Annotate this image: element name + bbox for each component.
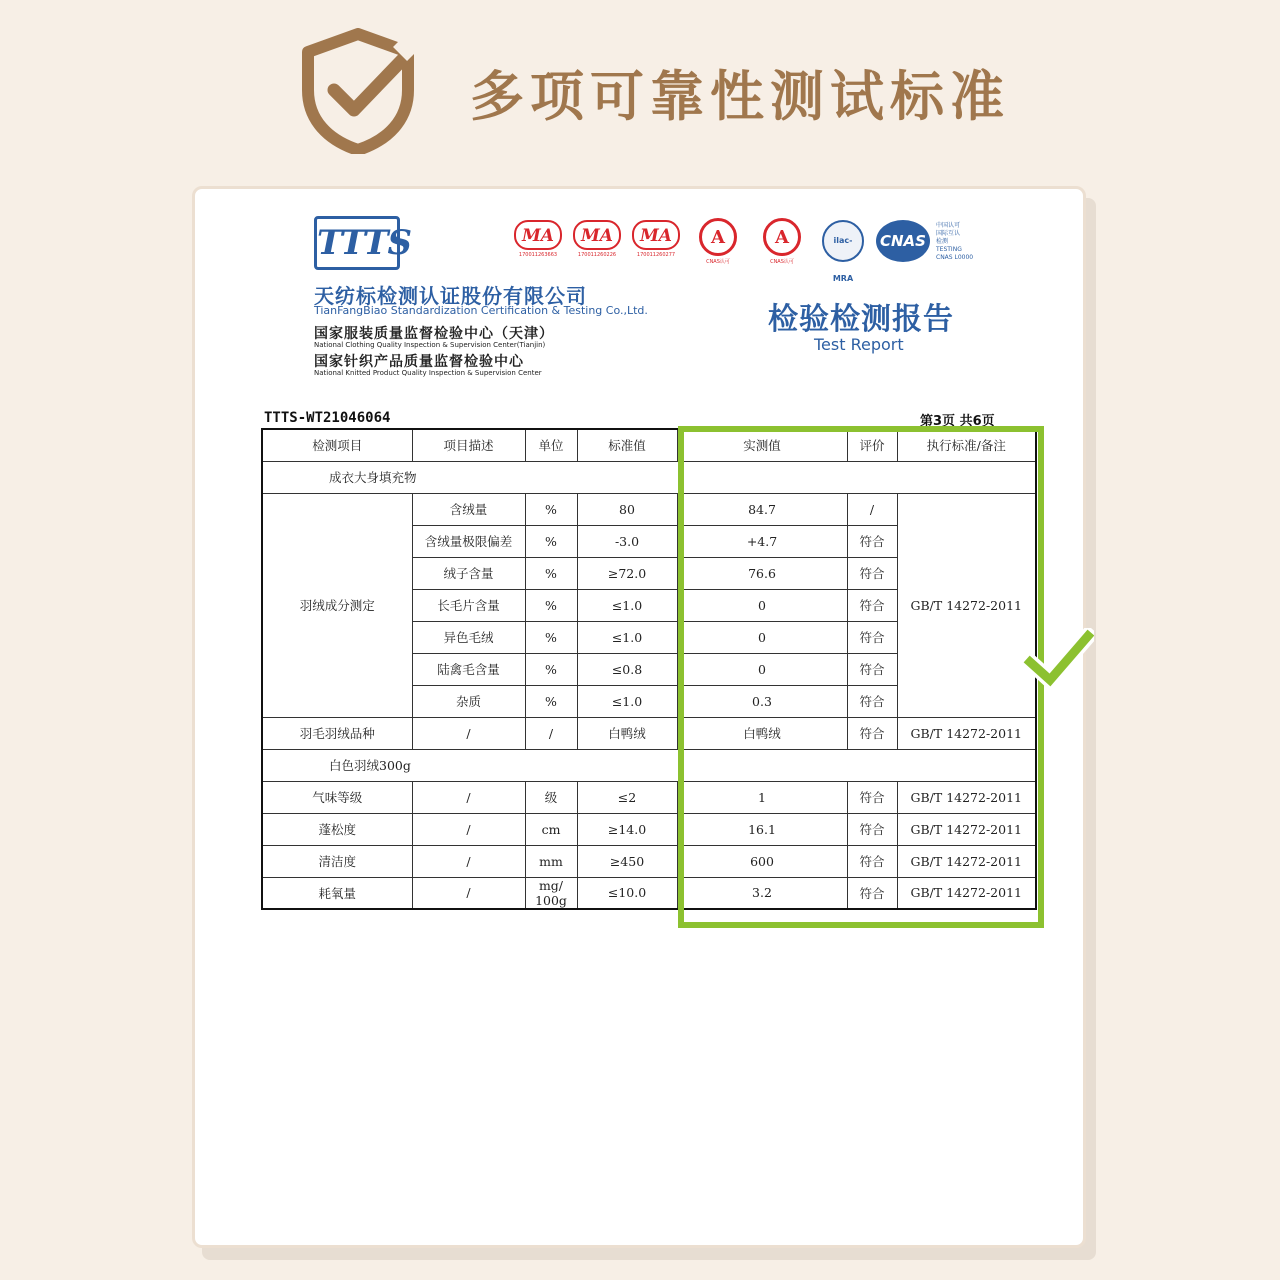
ilac-mra-logo: ilac-MRA: [822, 220, 864, 262]
page-number: 第3页 共6页: [920, 414, 995, 429]
header-cell: 检测项目: [262, 429, 412, 461]
unit-cell: %: [525, 621, 577, 653]
company-name-cn: 天纺标检测认证股份有限公司: [314, 284, 587, 308]
value-cell: 76.6: [677, 557, 847, 589]
unit-cell: %: [525, 557, 577, 589]
center-knitted-en: National Knitted Product Quality Inspection & Supervision Center: [314, 369, 542, 377]
eval-cell: 符合: [847, 525, 897, 557]
cal-mark-1: A CNAS认可: [699, 218, 737, 265]
note-cell: GB/T 14272-2011: [897, 781, 1036, 813]
eval-cell: 符合: [847, 621, 897, 653]
unit-cell: mg/ 100g: [525, 877, 577, 909]
item-cell: 清洁度: [262, 845, 412, 877]
center-knitted-cn: 国家针织产品质量监督检验中心: [314, 354, 524, 370]
banner-title: 多项可靠性测试标准: [470, 65, 1010, 128]
standard-cell: 白鸭绒: [577, 717, 677, 749]
unit-cell: %: [525, 685, 577, 717]
unit-cell: %: [525, 493, 577, 525]
standard-cell: ≤1.0: [577, 589, 677, 621]
ttts-logo: TTTS: [314, 216, 400, 270]
unit-cell: %: [525, 653, 577, 685]
standard-cell: ≤2: [577, 781, 677, 813]
desc-cell: /: [412, 877, 525, 909]
cma-mark-2: MA 170011260226: [573, 220, 621, 258]
value-cell: +4.7: [677, 525, 847, 557]
section-row: [262, 749, 1036, 781]
value-cell: 600: [677, 845, 847, 877]
standard-cell: 80: [577, 493, 677, 525]
desc-cell: 长毛片含量: [412, 589, 525, 621]
header-cell: 执行标准/备注: [897, 429, 1036, 461]
eval-cell: 符合: [847, 877, 897, 909]
table-row: [262, 877, 1036, 909]
note-cell: GB/T 14272-2011: [897, 717, 1036, 749]
eval-cell: 符合: [847, 845, 897, 877]
section-label: 成衣大身填充物: [262, 461, 1036, 493]
desc-cell: /: [412, 781, 525, 813]
eval-cell: /: [847, 493, 897, 525]
cal-mark-2: A CNAS认可: [763, 218, 801, 265]
standard-cell: ≤1.0: [577, 621, 677, 653]
value-cell: 16.1: [677, 813, 847, 845]
desc-cell: 含绒量极限偏差: [412, 525, 525, 557]
top-banner: [0, 0, 1280, 180]
desc-cell: 异色毛绒: [412, 621, 525, 653]
header-cell: 标准值: [577, 429, 677, 461]
eval-cell: 符合: [847, 557, 897, 589]
report-title-cn: 检验检测报告: [768, 302, 954, 337]
standard-cell: ≥450: [577, 845, 677, 877]
section-label: 白色羽绒300g: [262, 749, 1036, 781]
value-cell: 1: [677, 781, 847, 813]
value-cell: 白鸭绒: [677, 717, 847, 749]
group-standard: GB/T 14272-2011: [897, 493, 1036, 717]
desc-cell: 绒子含量: [412, 557, 525, 589]
unit-cell: %: [525, 589, 577, 621]
section-row: [262, 461, 1036, 493]
standard-cell: ≥72.0: [577, 557, 677, 589]
note-cell: GB/T 14272-2011: [897, 877, 1036, 909]
table-row: [262, 493, 1036, 525]
checkmark-icon: [1022, 628, 1094, 688]
unit-cell: /: [525, 717, 577, 749]
desc-cell: /: [412, 717, 525, 749]
item-cell: 羽毛羽绒品种: [262, 717, 412, 749]
group-label: 羽绒成分测定: [262, 493, 412, 717]
note-cell: GB/T 14272-2011: [897, 845, 1036, 877]
value-cell: 0: [677, 621, 847, 653]
eval-cell: 符合: [847, 781, 897, 813]
table-row: [262, 717, 1036, 749]
report-title-en: Test Report: [814, 335, 904, 354]
desc-cell: /: [412, 845, 525, 877]
center-clothing-en: National Clothing Quality Inspection & Supervision Center(Tianjin): [314, 341, 546, 349]
shield-check-icon: [300, 28, 416, 154]
eval-cell: 符合: [847, 589, 897, 621]
eval-cell: 符合: [847, 813, 897, 845]
item-cell: 耗氧量: [262, 877, 412, 909]
desc-cell: 含绒量: [412, 493, 525, 525]
desc-cell: 陆禽毛含量: [412, 653, 525, 685]
cnas-side-text: 中国认可 国际互认 检测 TESTING CNAS L0000: [936, 222, 974, 261]
cma-mark-3: MA 170011260277: [632, 220, 680, 258]
value-cell: 84.7: [677, 493, 847, 525]
unit-cell: mm: [525, 845, 577, 877]
eval-cell: 符合: [847, 685, 897, 717]
header-cell: 评价: [847, 429, 897, 461]
unit-cell: cm: [525, 813, 577, 845]
value-cell: 0.3: [677, 685, 847, 717]
desc-cell: 杂质: [412, 685, 525, 717]
company-name-en: TianFangBiao Standardization Certification & Testing Co.,Ltd.: [314, 304, 648, 317]
standard-cell: ≤1.0: [577, 685, 677, 717]
header-cell: 单位: [525, 429, 577, 461]
item-cell: 蓬松度: [262, 813, 412, 845]
standard-cell: ≤0.8: [577, 653, 677, 685]
cma-mark-1: MA 170011263663: [514, 220, 562, 258]
note-cell: GB/T 14272-2011: [897, 813, 1036, 845]
value-cell: 0: [677, 589, 847, 621]
value-cell: 0: [677, 653, 847, 685]
item-cell: 气味等级: [262, 781, 412, 813]
report-number: TTTS-WT21046064: [264, 410, 391, 426]
table-row: [262, 781, 1036, 813]
eval-cell: 符合: [847, 717, 897, 749]
standard-cell: ≤10.0: [577, 877, 677, 909]
desc-cell: /: [412, 813, 525, 845]
table-row: [262, 813, 1036, 845]
header-cell: 项目描述: [412, 429, 525, 461]
standard-cell: -3.0: [577, 525, 677, 557]
header-cell: 实测值: [677, 429, 847, 461]
center-clothing-cn: 国家服装质量监督检验中心（天津）: [314, 326, 554, 342]
cnas-logo: CNAS: [876, 220, 930, 262]
standard-cell: ≥14.0: [577, 813, 677, 845]
eval-cell: 符合: [847, 653, 897, 685]
table-header-row: [262, 429, 1036, 461]
unit-cell: %: [525, 525, 577, 557]
test-results-table: [261, 428, 1037, 910]
table-row: [262, 845, 1036, 877]
unit-cell: 级: [525, 781, 577, 813]
value-cell: 3.2: [677, 877, 847, 909]
